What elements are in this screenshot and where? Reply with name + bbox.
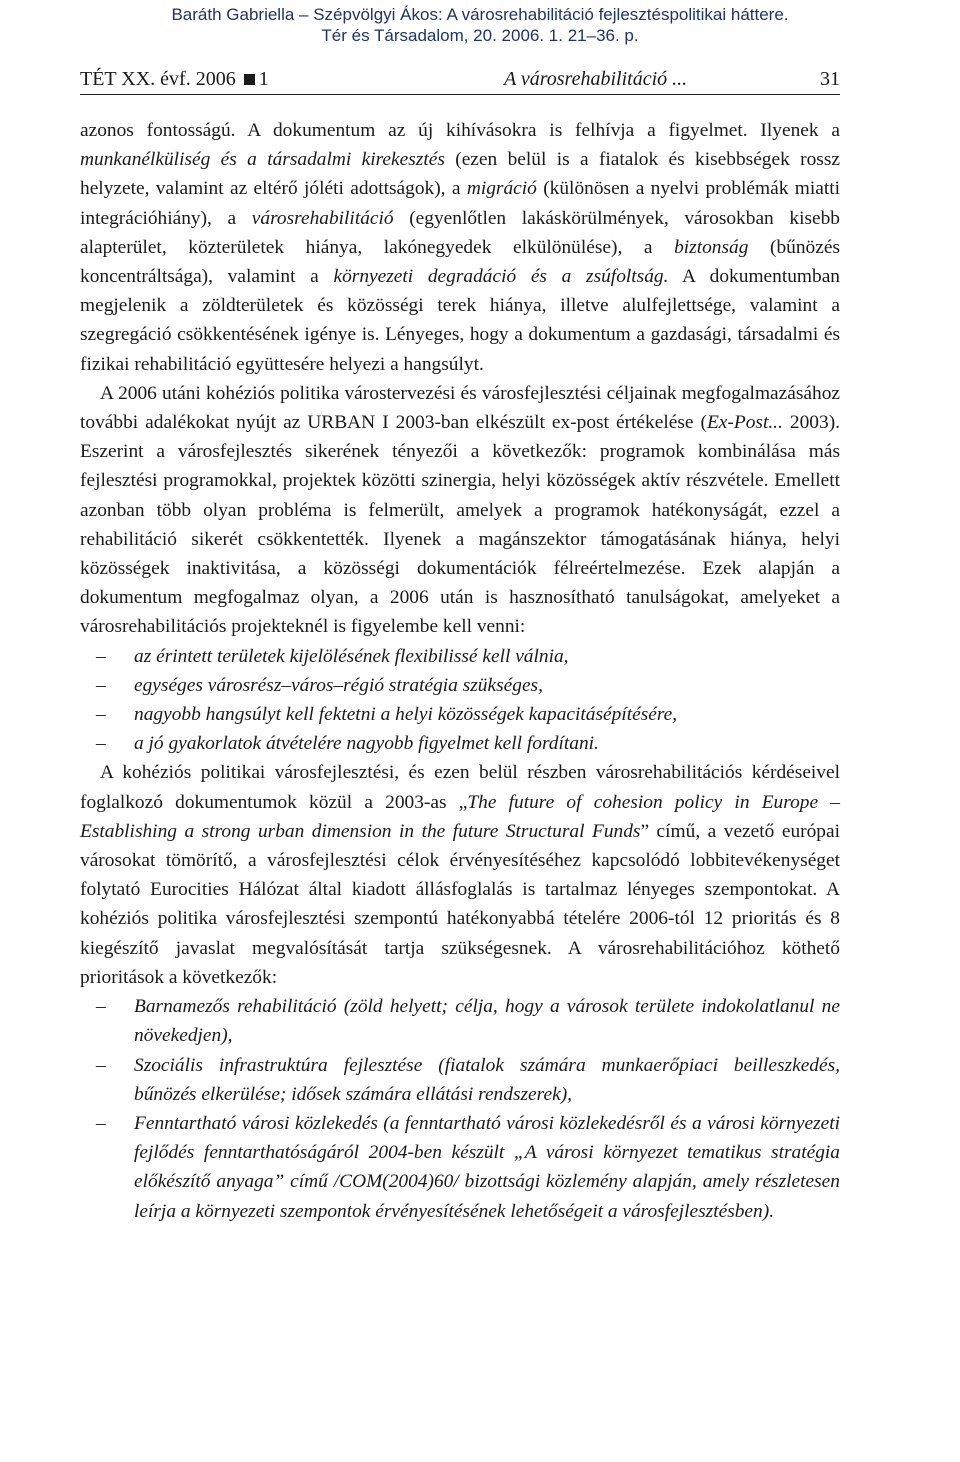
emphasis: munkanélküliség és a társadalmi kirekesztés	[80, 149, 445, 171]
text-run: ” című, a vezető európai városokat tömörítő, a városfejlesztési célok érvényesítéséhez kapcsolódó lobbitevékenységet folytató Eurocities Hálózat által kiadott állásfoglalás is tartalmaz lényeges szempontokat. A kohéziós politika városfejlesztési szempontú hatékonyabbá tételére 2006-tól 12 prioritás és 8 kiegészítő javaslat megvalósítását tartja szükségesnek. A városrehabilitációhoz köthető prioritások a következők:	[80, 820, 840, 988]
dash-bullet: –	[96, 1112, 106, 1134]
list-item	[80, 992, 840, 1050]
list-item-text: Barnamezős rehabilitáció (zöld helyett; célja, hogy a városok területe indokolatlanul ne növekedjen),	[134, 996, 840, 1047]
list-item	[80, 1051, 840, 1109]
lessons-list	[80, 642, 840, 759]
article-body	[80, 116, 840, 1226]
emphasis: biztonság	[674, 236, 749, 258]
text-run: A kohéziós politikai városfejlesztési, és ezen belül részben városrehabilitációs kérdéseivel foglalkozó dokumentumok közül a 2003-as „	[80, 762, 840, 813]
running-head	[80, 66, 840, 95]
dash-bullet: –	[96, 996, 106, 1018]
page-number: 31	[820, 68, 840, 90]
priorities-list	[80, 992, 840, 1226]
list-item-text: a jó gyakorlatok átvételére nagyobb figyelmet kell fordítani.	[134, 733, 599, 755]
list-item	[80, 671, 840, 700]
text-run: (bűnözés koncentráltsága), valamint a	[80, 236, 840, 288]
running-head-journal	[80, 66, 269, 92]
square-separator-icon	[244, 74, 255, 85]
list-item-text: Szociális infrastruktúra fejlesztése (fiatalok számára munkaerőpiaci beilleszkedés, bűnözés elkerülése; idősek számára ellátási rendszerek),	[134, 1054, 840, 1105]
running-head-title: A városrehabilitáció ...	[504, 68, 688, 90]
list-item-text: az érintett területek kijelölésének flexibilissé kell válnia,	[134, 645, 569, 667]
citation-line-2: Tér és Társadalom, 20. 2006. 1. 21–36. p.	[321, 26, 639, 45]
emphasis: környezeti degradáció és a zsúfoltság.	[333, 266, 669, 288]
emphasis: The future of cohesion policy in Europe – Establishing a strong urban dimension in the future Structural Funds	[80, 791, 840, 842]
citation-header	[0, 4, 960, 46]
list-item-text: Fenntartható városi közlekedés (a fenntartható városi közlekedésről és a városi környezeti fejlődés fenntarthatóságáról 2004-ben készült „A városi környezet tematikus stratégia előkészítő anyaga” című /COM(2004)60/ bizottsági közlemény alapján, amely részletesen leírja a környezeti szempontok érvényesítésének lehetőségeit a városfejlesztésben).	[134, 1112, 840, 1222]
text-run: A 2006 utáni kohéziós politika várostervezési és városfejlesztési céljainak megfogalmazásához további adalékokat nyújt az URBAN I 2003-ban elkészült ex-post értékelése (	[80, 382, 840, 434]
text-run: (különösen a nyelvi problémák miatti integrációhiány), a	[80, 178, 840, 229]
emphasis: Ex-Post...	[706, 412, 783, 434]
list-item	[80, 700, 840, 729]
text-run: (egyenlőtlen lakáskörülmények, városokban kisebb alapterület, közterületek hiánya, lakónegyedek elkülönülése), a	[80, 207, 840, 258]
citation-line-1: Baráth Gabriella – Szépvölgyi Ákos: A városrehabilitáció fejlesztéspolitikai háttere.	[171, 5, 789, 24]
list-item	[80, 642, 840, 671]
list-item-text: egységes városrész–város–régió stratégia szükséges,	[134, 674, 543, 696]
paragraph-2	[80, 379, 840, 642]
journal-label: TÉT XX. évf. 2006	[80, 68, 236, 90]
text-run: (ezen belül is a fiatalok és kisebbségek rossz helyzete, valamint az eltérő jóléti adottságok), a	[80, 149, 840, 200]
text-run: 2003). Eszerint a városfejlesztés sikerének tényezői a következők: programok kombinálása más fejlesztési programokkal, projektek közötti szinergia, helyi közösségek aktív részvétele. Emellett azonban több olyan probléma is felmerült, amelyek a programok hatékonyságát, ezzel a rehabilitáció sikerét csökkentették. Ilyenek a magánszektor támogatásának hiánya, helyi közösségek inaktivitása, a közösségi dokumentációk félreértelmezése. Ezek alapján a dokumentum megfogalmaz olyan, a 2006 után is hasznosítható tanulságokat, amelyeket a városrehabilitációs projekteknél is figyelembe kell venni:	[80, 412, 840, 638]
emphasis: migráció	[466, 178, 537, 200]
dash-bullet: –	[96, 704, 106, 726]
list-item	[80, 729, 840, 758]
paragraph-3	[80, 758, 840, 992]
dash-bullet: –	[96, 645, 106, 667]
issue-number: 1	[258, 68, 269, 90]
emphasis: városrehabilitáció	[251, 207, 394, 229]
paragraph-1	[80, 116, 840, 379]
text-run: A dokumentumban megjelenik a zöldterületek és közösségi terek hiánya, illetve alulfejlettsége, valamint a szegregáció csökkentésének igénye is. Lényeges, hogy a dokumentum a gazdasági, társadalmi és fizikai rehabilitáció együttesére helyezi a hangsúlyt.	[80, 266, 840, 375]
dash-bullet: –	[96, 733, 106, 755]
text-run: azonos fontosságú. A dokumentum az új kihívásokra is felhívja a figyelmet. Ilyenek a	[80, 120, 840, 141]
list-item-text: nagyobb hangsúlyt kell fektetni a helyi közösségek kapacitásépítésére,	[134, 704, 678, 726]
list-item	[80, 1109, 840, 1226]
dash-bullet: –	[96, 674, 106, 696]
dash-bullet: –	[96, 1054, 106, 1076]
